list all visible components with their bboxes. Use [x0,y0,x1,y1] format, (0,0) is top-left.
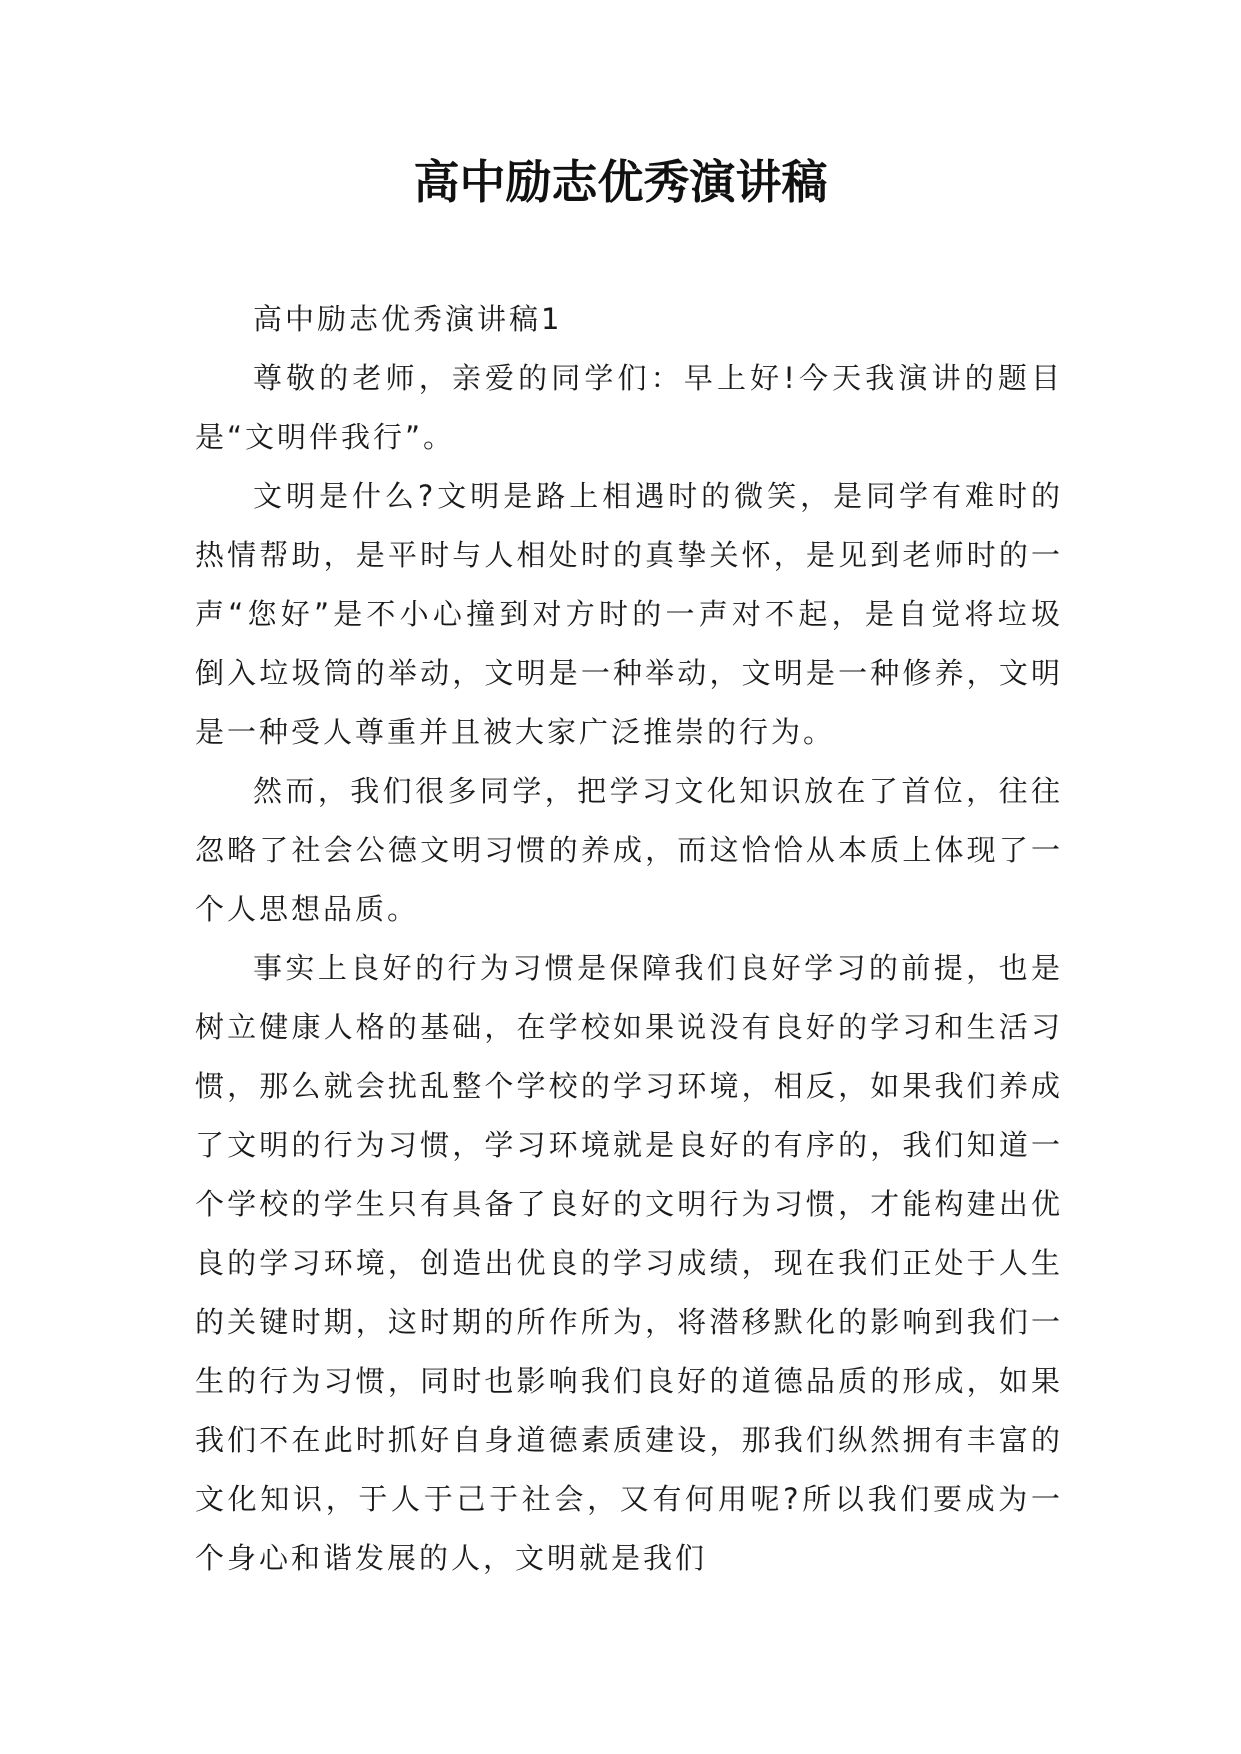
paragraph-good-habits: 事实上良好的行为习惯是保障我们良好学习的前提，也是树立健康人格的基础，在学校如果说没有良好的学习和生活习惯，那么就会扰乱整个学校的学习环境，相反，如果我们养成了文明的行为习惯，学习环境就是良好的有序的，我们知道一个学校的学生只有具备了良好的文明行为习惯，才能构建出优良的学习环境，创造出优良的学习成绩，现在我们正处于人生的关键时期，这时期的所作所为，将潜移默化的影响到我们一生的行为习惯，同时也影响我们良好的道德品质的形成，如果我们不在此时抓好自身道德素质建设，那我们纵然拥有丰富的文化知识，于人于己于社会，又有何用呢?所以我们要成为一个身心和谐发展的人，文明就是我们 [195,951,1063,1575]
document-title: 高中励志优秀演讲稿 [413,155,828,209]
document-body [195,290,1063,1588]
paragraph-what-is-civility: 文明是什么?文明是路上相遇时的微笑，是同学有难时的热情帮助，是平时与人相处时的真挚关怀，是见到老师时的一声“您好”是不小心撞到对方时的一声对不起，是自觉将垃圾倒入垃圾筒的举动，文明是一种举动，文明是一种修养，文明是一种受人尊重并且被大家广泛推崇的行为。 [195,479,1063,749]
section-heading: 高中励志优秀演讲稿1 [253,302,563,336]
paragraph-greeting: 尊敬的老师，亲爱的同学们：早上好!今天我演讲的题目是“文明伴我行”。 [195,361,1063,454]
paragraph-however: 然而，我们很多同学，把学习文化知识放在了首位，往往忽略了社会公德文明习惯的养成，而这恰恰从本质上体现了一个人思想品质。 [195,774,1063,926]
